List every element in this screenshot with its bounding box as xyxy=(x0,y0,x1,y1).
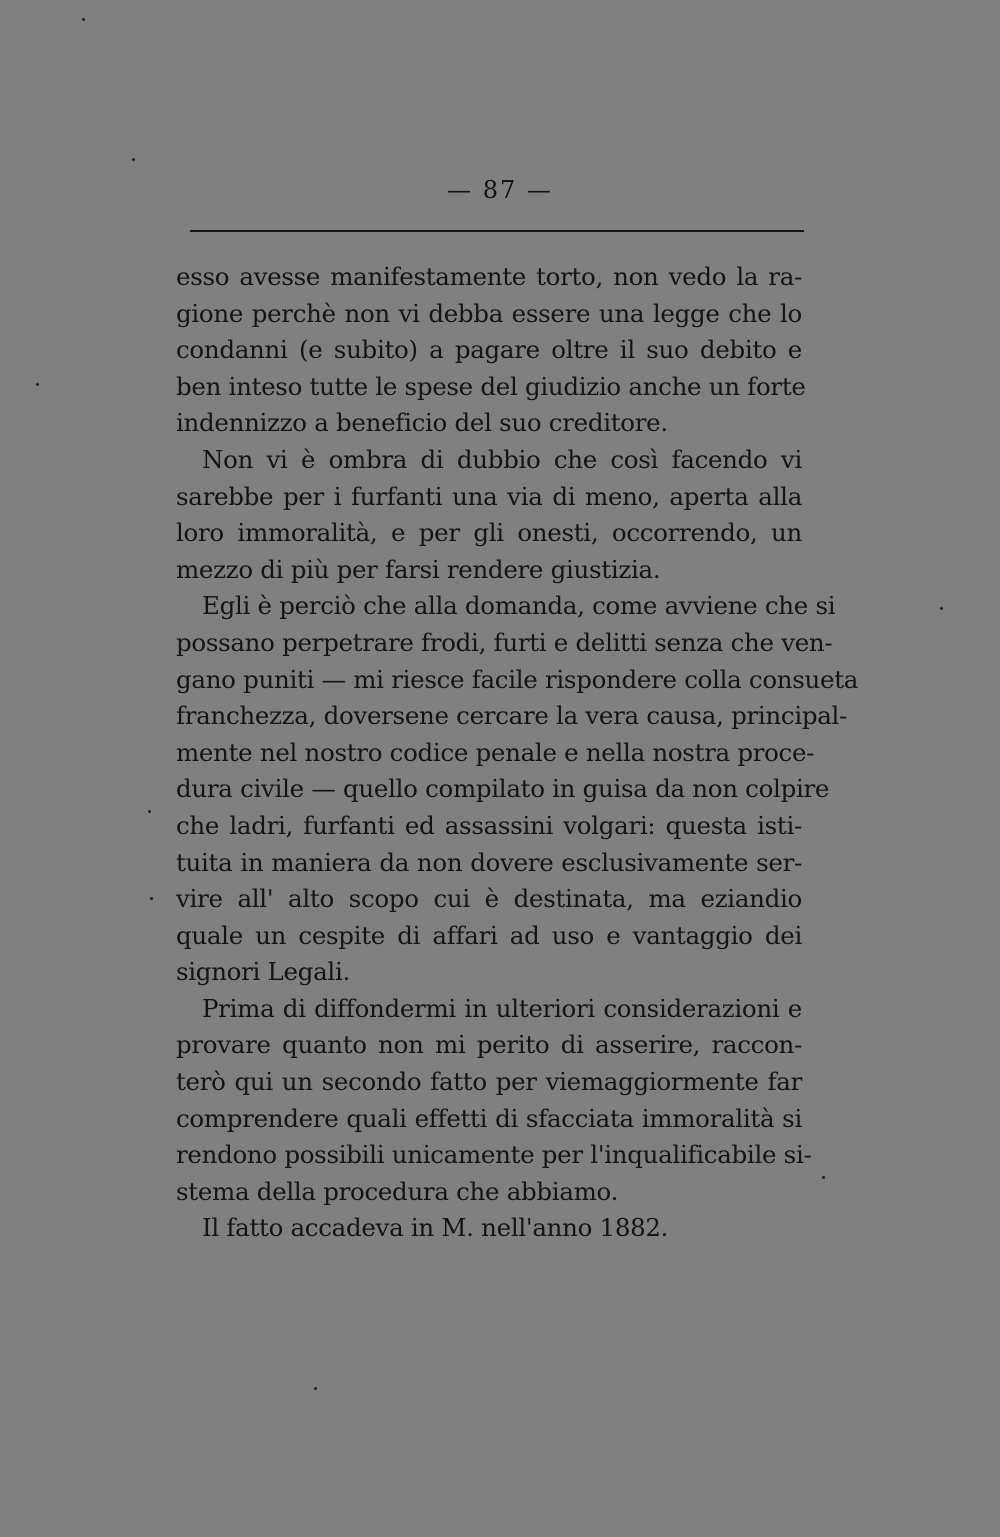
body-text xyxy=(176,259,859,1247)
text-line: mezzo di più per farsi rendere giustizia. xyxy=(176,554,661,584)
scan-speck xyxy=(822,1176,825,1179)
page-number: — 87 — xyxy=(447,176,553,204)
scan-speck xyxy=(36,383,39,386)
text-line: gione perchè non vi debba essere una legge che lo xyxy=(176,298,802,328)
text-line: loro immoralità, e per gli onesti, occorrendo, un xyxy=(176,518,802,548)
text-line: esso avesse manifestamente torto, non vedo la ra- xyxy=(176,262,802,291)
scan-speck xyxy=(148,810,151,813)
text-line: Non vi è ombra di dubbio che così facendo vi xyxy=(202,444,802,474)
text-line: provare quanto non mi perito di asserire, raccon- xyxy=(176,1030,802,1060)
scan-speck xyxy=(132,158,135,161)
text-line: franchezza, doversene cercare la vera causa, principal- xyxy=(176,701,848,731)
scan-speck xyxy=(940,607,943,610)
scan-speck xyxy=(150,897,153,900)
text-line: gano puniti — mi riesce facile rispondere colla consueta xyxy=(176,664,859,694)
text-line: che ladri, furfanti ed assassini volgari: questa isti- xyxy=(176,810,802,840)
text-line: Il fatto accadeva in M. nell'anno 1882. xyxy=(202,1213,669,1243)
text-line: mente nel nostro codice penale e nella nostra proce- xyxy=(176,737,815,767)
text-line: ben inteso tutte le spese del giudizio anche un forte xyxy=(176,371,806,401)
scan-speck xyxy=(314,1387,317,1390)
text-line: Egli è perciò che alla domanda, come avviene che si xyxy=(202,591,836,621)
text-line: vire all' alto scopo cui è destinata, ma eziandio xyxy=(176,884,802,914)
text-line: sarebbe per i furfanti una via di meno, aperta alla xyxy=(176,481,802,511)
text-line: tuita in maniera da non dovere esclusivamente ser- xyxy=(176,847,802,877)
text-line: stema della procedura che abbiamo. xyxy=(176,1176,619,1206)
text-line: possano perpetrare frodi, furti e delitti senza che ven- xyxy=(176,627,833,657)
text-line: dura civile — quello compilato in guisa da non colpire xyxy=(176,774,830,804)
text-line: Prima di diffondermi in ulteriori considerazioni e xyxy=(202,993,802,1023)
text-line: terò qui un secondo fatto per viemaggiormente far xyxy=(176,1067,802,1097)
text-line: quale un cespite di affari ad uso e vantaggio dei xyxy=(176,920,802,950)
text-line: rendono possibili unicamente per l'inqualificabile si- xyxy=(176,1140,812,1170)
text-line: comprendere quali effetti di sfacciata immoralità si xyxy=(176,1103,802,1133)
text-line: condanni (e subito) a pagare oltre il suo debito e xyxy=(176,335,802,365)
scan-speck xyxy=(82,18,85,21)
text-line: signori Legali. xyxy=(176,957,350,987)
header-rule xyxy=(190,230,804,232)
text-line: indennizzo a beneficio del suo creditore. xyxy=(176,408,668,438)
